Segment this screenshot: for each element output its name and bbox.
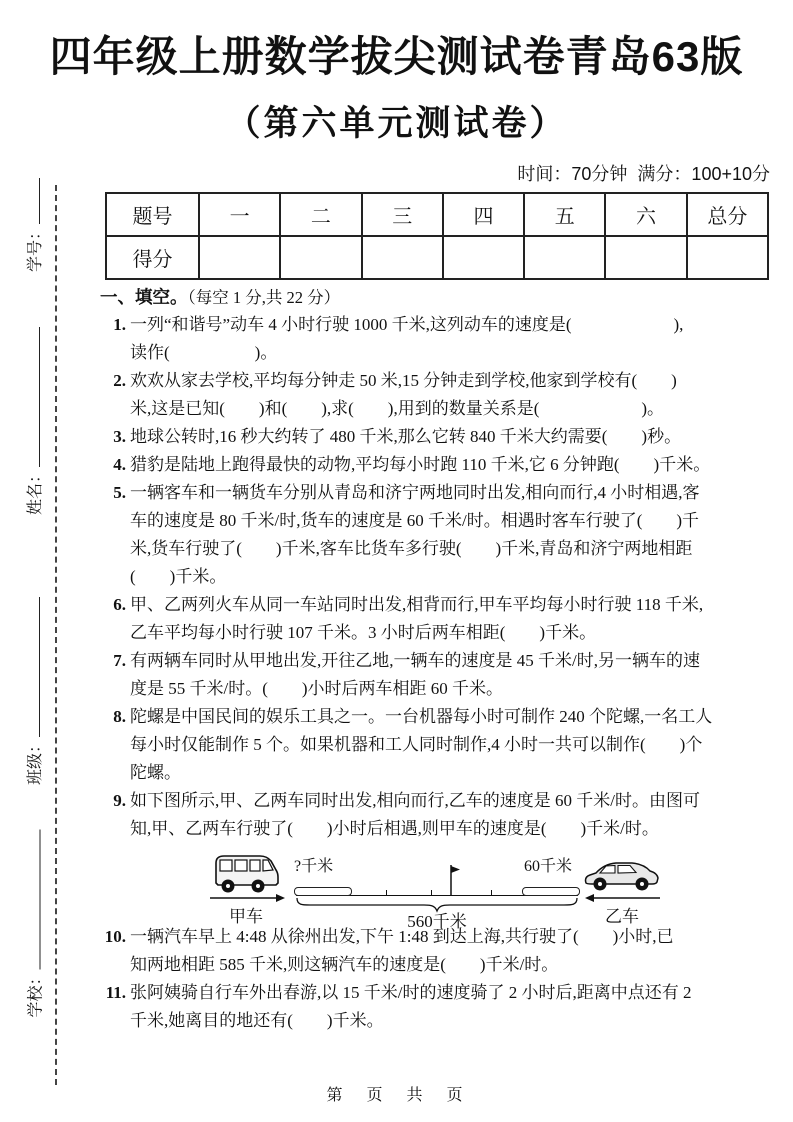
question-text: 米,货车行驶了( )千米,客车比货车多行驶( )千米,青岛和济宁两地相距 <box>130 539 693 558</box>
question-text: 如下图所示,甲、乙两车同时出发,相向而行,乙车的速度是 60 千米/时。由图可 <box>130 791 700 810</box>
question-text: 车的速度是 80 千米/时,货车的速度是 60 千米/时。相遇时客车行驶了( )千 <box>130 511 700 530</box>
school-field <box>25 813 49 1018</box>
question-text: 地球公转时,16 秒大约转了 480 千米,那么它转 840 千米大约需要( )秒。 <box>130 427 682 446</box>
student-name-blank <box>24 327 40 467</box>
score-table-header-row <box>106 193 768 236</box>
student-id-blank <box>24 178 40 224</box>
road-tick <box>431 890 432 895</box>
question-text: 陀螺。 <box>130 763 181 782</box>
question-text: 米,这是已知( )和( ),求( ),用到的数量关系是( )。 <box>130 399 665 418</box>
question-line <box>100 591 778 619</box>
question-line <box>100 423 778 451</box>
question-line <box>100 731 778 759</box>
page-footer: 第 页 共 页 <box>326 1087 467 1104</box>
time-score-note: 时间：70分钟 满分：100+10分 <box>517 164 770 184</box>
question-text: 猎豹是陆地上跑得最快的动物,平均每小时跑 110 千米,它 6 分钟跑( )千米。 <box>130 455 711 474</box>
score-table-cell: 三 <box>362 193 443 236</box>
question-text: 知,甲、乙两车行驶了( )小时后相遇,则甲车的速度是( )千米/时。 <box>130 819 659 838</box>
question-text: 千米,她离目的地还有( )千米。 <box>130 1011 384 1030</box>
question-line <box>100 619 778 647</box>
question-line <box>100 479 778 507</box>
score-table-cell: 得分 <box>106 236 199 279</box>
question-number: 5. <box>113 483 126 502</box>
question-line <box>100 451 778 479</box>
question-text: 陀螺是中国民间的娱乐工具之一。一台机器每小时可制作 240 个陀螺,一名工人 <box>130 707 713 726</box>
score-table-empty-cell <box>687 236 768 279</box>
score-table-empty-cell <box>443 236 524 279</box>
meeting-flag-icon <box>448 863 462 895</box>
question-text: 度是 55 千米/时。( )小时后两车相距 60 千米。 <box>130 679 504 698</box>
score-table-cell: 题号 <box>106 193 199 236</box>
question-line <box>100 1007 778 1035</box>
question-line <box>100 759 778 787</box>
question-text: 知两地相距 585 千米,则这辆汽车的速度是( )千米/时。 <box>130 955 559 974</box>
question-number: 10. <box>104 927 126 946</box>
class-blank <box>24 597 40 737</box>
question-line <box>100 507 778 535</box>
question-text: 甲、乙两列火车从同一车站同时出发,相背而行,甲车平均每小时行驶 118 千米, <box>130 595 704 614</box>
score-table-empty-cell <box>362 236 443 279</box>
question-line <box>100 951 778 979</box>
question <box>100 647 778 703</box>
school-blank <box>25 829 41 969</box>
question <box>100 311 778 367</box>
question <box>100 591 778 647</box>
question-line <box>100 675 778 703</box>
question-line <box>100 703 778 731</box>
road-tick <box>491 890 492 895</box>
right-distance-label: 60千米 <box>524 858 573 875</box>
section-heading-note: （每空 1 分,共 22 分） <box>187 288 341 307</box>
score-table-empty-cell <box>605 236 686 279</box>
road-tick <box>386 890 387 895</box>
distance-diagram <box>100 843 778 931</box>
student-id-label: 学号： <box>27 223 44 272</box>
car-label: 乙车 <box>605 907 639 926</box>
question-number: 8. <box>113 707 126 726</box>
car-icon <box>582 851 660 895</box>
section-heading-title: 一、填空。 <box>100 287 188 307</box>
question-section <box>100 283 778 1035</box>
total-distance-label: 560千米 <box>407 912 467 931</box>
question <box>100 923 778 979</box>
school-label: 学校： <box>27 969 45 1018</box>
question-number: 2. <box>113 371 126 390</box>
right-segment-marker <box>522 887 580 896</box>
question-number: 6. <box>113 595 126 614</box>
class-label: 班级： <box>27 736 44 785</box>
question-text: 乙车平均每小时行驶 107 千米。3 小时后两车相距( )千米。 <box>130 623 597 642</box>
section-heading <box>100 283 778 311</box>
score-table-cell: 二 <box>280 193 361 236</box>
question-text: 张阿姨骑自行车外出春游,以 15 千米/时的速度骑了 2 小时后,距离中点还有 2 <box>130 983 692 1002</box>
question <box>100 787 778 931</box>
question-text: 欢欢从家去学校,平均每分钟走 50 米,15 分钟走到学校,他家到学校有( ) <box>130 371 677 390</box>
score-table-cell: 五 <box>524 193 605 236</box>
left-distance-label: ?千米 <box>294 858 334 875</box>
question-line <box>100 367 778 395</box>
question-text: 每小时仅能制作 5 个。如果机器和工人同时制作,4 小时一共可以制作( )个 <box>130 735 703 754</box>
class-field <box>24 585 48 785</box>
question-line <box>100 339 778 367</box>
question-line <box>100 535 778 563</box>
question <box>100 479 778 591</box>
score-table-cell: 一 <box>199 193 280 236</box>
question <box>100 367 778 423</box>
question-text: 一辆客车和一辆货车分别从青岛和济宁两地同时出发,相向而行,4 小时相遇,客 <box>130 483 700 502</box>
question-line <box>100 923 778 951</box>
question <box>100 979 778 1035</box>
question-line <box>100 979 778 1007</box>
fold-dashed-line <box>55 185 57 1085</box>
student-name-label: 姓名： <box>27 466 44 515</box>
score-table-cell: 总分 <box>687 193 768 236</box>
student-name-field <box>24 315 48 515</box>
page-subtitle: （第六单元测试卷） <box>225 104 568 143</box>
student-id-field <box>24 172 48 272</box>
score-table-empty-cell <box>524 236 605 279</box>
bus-icon <box>210 847 282 895</box>
score-table-cell: 四 <box>443 193 524 236</box>
question-number: 9. <box>113 791 126 810</box>
page-title: 四年级上册数学拔尖测试卷青岛63版 <box>49 33 744 80</box>
question-text: 一列“和谐号”动车 4 小时行驶 1000 千米,这列动车的速度是( ), <box>130 315 684 334</box>
question-text: 一辆汽车早上 4:48 从徐州出发,下午 1:48 到达上海,共行驶了( )小时,已 <box>130 927 674 946</box>
question-line <box>100 647 778 675</box>
question-number: 11. <box>105 983 126 1002</box>
question <box>100 451 778 479</box>
score-table-score-row <box>106 236 768 279</box>
question-line <box>100 311 778 339</box>
question-number: 7. <box>113 651 126 670</box>
question-text: 有两辆车同时从甲地出发,开往乙地,一辆车的速度是 45 千米/时,另一辆车的速 <box>130 651 700 670</box>
question-line <box>100 787 778 815</box>
question-number: 4. <box>113 455 126 474</box>
question-number: 3. <box>113 427 126 446</box>
question-text: ( )千米。 <box>130 567 227 586</box>
bus-label: 甲车 <box>229 907 263 926</box>
score-table-cell: 六 <box>605 193 686 236</box>
question-line <box>100 395 778 423</box>
score-table-empty-cell <box>199 236 280 279</box>
question-list <box>100 311 778 1035</box>
question-line <box>100 815 778 843</box>
question <box>100 703 778 787</box>
question-text: 读作( )。 <box>130 343 278 362</box>
question <box>100 423 778 451</box>
question-number: 1. <box>113 315 126 334</box>
question-line <box>100 563 778 591</box>
score-table-empty-cell <box>280 236 361 279</box>
left-segment-marker <box>294 887 352 896</box>
score-table <box>105 192 769 280</box>
